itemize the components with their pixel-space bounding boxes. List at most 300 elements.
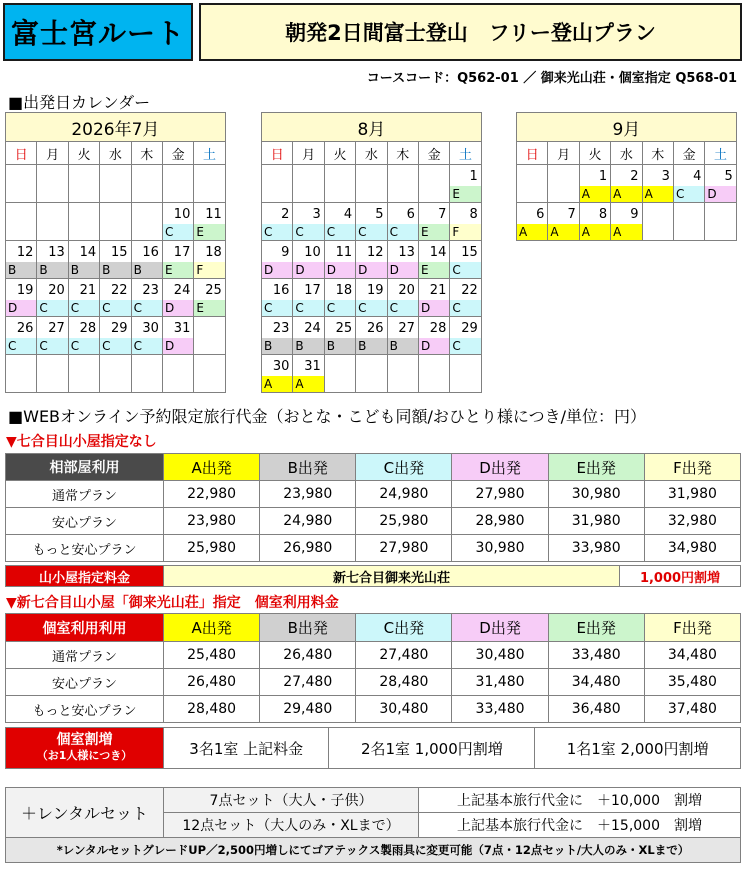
departure-type: D bbox=[293, 262, 323, 278]
day-number: 11 bbox=[205, 207, 222, 222]
departure-type: C bbox=[132, 338, 162, 354]
calendar-day bbox=[262, 355, 293, 393]
price-cell: 35,480 bbox=[644, 669, 740, 696]
col-e: E出発 bbox=[548, 614, 644, 642]
calendar-day bbox=[418, 203, 449, 241]
day-number: 12 bbox=[367, 245, 384, 260]
weekday-label: 土 bbox=[194, 142, 225, 165]
day-number: 18 bbox=[335, 283, 353, 298]
calendar-day bbox=[131, 241, 162, 279]
day-number: 11 bbox=[335, 245, 353, 260]
price-cell: 27,480 bbox=[356, 642, 452, 669]
rental-item-12: 12点セット（大人のみ・XLまで） bbox=[164, 813, 419, 838]
calendar-day bbox=[100, 317, 131, 355]
price-cell: 30,980 bbox=[548, 481, 644, 508]
calendar-day bbox=[387, 203, 418, 241]
price-cell: 33,480 bbox=[452, 696, 548, 723]
day-number: 12 bbox=[16, 245, 34, 260]
rental-note: *レンタルセットグレードUP／2,500円増しにてゴアテックス製雨具に変更可能（7点・12点セット/大人のみ・XLまで） bbox=[6, 838, 741, 863]
price-row bbox=[6, 642, 741, 669]
weekday-label: 月 bbox=[293, 142, 324, 165]
departure-type: D bbox=[262, 262, 292, 278]
calendar-day bbox=[642, 165, 673, 203]
note-no-hut: ▼七合目山小屋指定なし bbox=[6, 434, 157, 450]
calendar-day bbox=[705, 165, 736, 203]
calendar-day bbox=[37, 241, 68, 279]
calendar-day bbox=[262, 203, 293, 241]
day-number: 24 bbox=[173, 283, 191, 298]
day-number: 23 bbox=[142, 283, 159, 298]
price-cell: 22,980 bbox=[164, 481, 260, 508]
departure-type: E bbox=[194, 300, 224, 316]
calendar-day bbox=[162, 279, 193, 317]
weekday-label: 水 bbox=[356, 142, 387, 165]
calendar-day bbox=[194, 241, 225, 279]
departure-type: A bbox=[611, 224, 641, 240]
calendar-day bbox=[68, 317, 99, 355]
col-d: D出発 bbox=[452, 614, 548, 642]
calendar-day bbox=[68, 279, 99, 317]
table2-corner: 個室利用利用 bbox=[6, 614, 164, 642]
calendar-empty-cell bbox=[68, 203, 99, 241]
price-cell: 29,480 bbox=[260, 696, 356, 723]
private-room-label bbox=[6, 728, 164, 769]
day-number: 5 bbox=[375, 207, 384, 222]
calendar-empty-cell bbox=[356, 165, 387, 203]
calendar-day bbox=[162, 203, 193, 241]
calendar-day bbox=[37, 317, 68, 355]
calendar-day bbox=[262, 317, 293, 355]
departure-type: C bbox=[69, 300, 99, 316]
calendar-empty-cell bbox=[387, 355, 418, 393]
day-number: 24 bbox=[304, 321, 321, 336]
hut-fee: 1,000円割増 bbox=[620, 566, 741, 587]
day-number: 15 bbox=[111, 245, 128, 260]
weekday-label: 木 bbox=[387, 142, 418, 165]
weekday-label: 水 bbox=[100, 142, 131, 165]
calendar-day bbox=[387, 279, 418, 317]
calendar-day bbox=[517, 203, 548, 241]
price-cell: 27,980 bbox=[356, 535, 452, 562]
day-number: 16 bbox=[142, 245, 159, 260]
day-number: 30 bbox=[142, 321, 159, 336]
day-number: 4 bbox=[343, 207, 353, 222]
calendar-day bbox=[324, 279, 355, 317]
calendar-empty-cell bbox=[100, 355, 131, 393]
day-number: 3 bbox=[661, 169, 670, 184]
departure-type: B bbox=[37, 262, 67, 278]
day-number: 17 bbox=[173, 245, 191, 260]
calendar-day bbox=[194, 203, 225, 241]
weekday-label: 金 bbox=[418, 142, 449, 165]
calendar-empty-cell bbox=[162, 165, 193, 203]
weekday-label: 水 bbox=[611, 142, 642, 165]
departure-type: A bbox=[548, 224, 578, 240]
plan-label: もっと安心プラン bbox=[6, 535, 164, 562]
col-c: C出発 bbox=[356, 454, 452, 481]
calendar-empty-cell bbox=[418, 355, 449, 393]
price-cell: 31,480 bbox=[452, 669, 548, 696]
calendar-empty-cell bbox=[262, 165, 293, 203]
day-number: 20 bbox=[48, 283, 65, 298]
calendar-day bbox=[450, 279, 481, 317]
calendar-day bbox=[100, 241, 131, 279]
calendar-day bbox=[387, 241, 418, 279]
price-cell: 24,980 bbox=[260, 508, 356, 535]
departure-type: C bbox=[325, 224, 355, 240]
calendar-empty-cell bbox=[37, 165, 68, 203]
departure-type: B bbox=[388, 338, 418, 354]
departure-type: E bbox=[450, 186, 480, 202]
day-number: 29 bbox=[461, 321, 478, 336]
weekday-label: 土 bbox=[705, 142, 736, 165]
departure-type: C bbox=[6, 338, 36, 354]
departure-type: F bbox=[450, 224, 480, 240]
calendar-day bbox=[262, 241, 293, 279]
price-cell: 26,480 bbox=[260, 642, 356, 669]
departure-type: C bbox=[262, 300, 292, 316]
weekday-label: 日 bbox=[6, 142, 37, 165]
day-number: 14 bbox=[79, 245, 97, 260]
month-label: 2026年7月 bbox=[6, 113, 226, 142]
price-cell: 25,980 bbox=[164, 535, 260, 562]
calendar-day bbox=[293, 241, 324, 279]
day-number: 28 bbox=[429, 321, 447, 336]
calendar-day bbox=[68, 241, 99, 279]
day-number: 6 bbox=[406, 207, 415, 222]
calendar-day bbox=[418, 279, 449, 317]
calendar-empty-cell bbox=[162, 355, 193, 393]
route-title: 富士宮ルート bbox=[3, 3, 193, 61]
calendar-day bbox=[293, 355, 324, 393]
departure-type: C bbox=[450, 262, 480, 278]
calendar-day bbox=[450, 317, 481, 355]
day-number: 13 bbox=[48, 245, 65, 260]
price-cell: 27,480 bbox=[260, 669, 356, 696]
calendar-empty-cell bbox=[705, 203, 736, 241]
price-cell: 24,980 bbox=[356, 481, 452, 508]
departure-type: B bbox=[325, 338, 355, 354]
day-number: 2 bbox=[281, 207, 290, 222]
departure-type: C bbox=[100, 300, 130, 316]
price-table-private bbox=[5, 613, 741, 723]
departure-type: A bbox=[262, 376, 292, 392]
calendar-day bbox=[450, 203, 481, 241]
price-table-shared bbox=[5, 453, 741, 562]
col-c: C出発 bbox=[356, 614, 452, 642]
day-number: 25 bbox=[205, 283, 222, 298]
departure-type: C bbox=[356, 300, 386, 316]
weekday-label: 土 bbox=[450, 142, 481, 165]
calendar-empty-cell bbox=[356, 355, 387, 393]
calendar-day bbox=[579, 203, 610, 241]
weekday-label: 日 bbox=[517, 142, 548, 165]
col-f: F出発 bbox=[644, 454, 740, 481]
plan-label: もっと安心プラン bbox=[6, 696, 164, 723]
day-number: 19 bbox=[16, 283, 34, 298]
price-cell: 27,980 bbox=[452, 481, 548, 508]
price-cell: 25,480 bbox=[164, 642, 260, 669]
departure-type: D bbox=[163, 300, 193, 316]
col-b: B出発 bbox=[260, 454, 356, 481]
header bbox=[3, 3, 742, 61]
departure-type: B bbox=[69, 262, 99, 278]
calendar-day bbox=[293, 279, 324, 317]
departure-type: A bbox=[517, 224, 547, 240]
calendar-day bbox=[324, 317, 355, 355]
day-number: 20 bbox=[398, 283, 415, 298]
departure-type: D bbox=[419, 338, 449, 354]
price-cell: 28,980 bbox=[452, 508, 548, 535]
day-number: 1 bbox=[598, 169, 608, 184]
price-cell: 30,480 bbox=[452, 642, 548, 669]
price-cell: 31,980 bbox=[548, 508, 644, 535]
day-number: 19 bbox=[367, 283, 384, 298]
calendar-day bbox=[162, 241, 193, 279]
departure-type: D bbox=[356, 262, 386, 278]
price-row bbox=[6, 535, 741, 562]
departure-type: B bbox=[6, 262, 36, 278]
calendar-section-title: ■出発日カレンダー bbox=[8, 93, 151, 112]
col-e: E出発 bbox=[548, 454, 644, 481]
calendar-empty-cell bbox=[450, 355, 481, 393]
plan-label: 通常プラン bbox=[6, 642, 164, 669]
calendar-empty-cell bbox=[517, 165, 548, 203]
day-number: 10 bbox=[304, 245, 321, 260]
price-cell: 23,980 bbox=[260, 481, 356, 508]
departure-type: A bbox=[611, 186, 641, 202]
departure-type: E bbox=[194, 224, 224, 240]
departure-type: F bbox=[194, 262, 224, 278]
price-cell: 37,480 bbox=[644, 696, 740, 723]
price-cell: 25,980 bbox=[356, 508, 452, 535]
departure-type: D bbox=[419, 300, 449, 316]
day-number: 7 bbox=[438, 207, 447, 222]
price-cell: 31,980 bbox=[644, 481, 740, 508]
departure-type: E bbox=[419, 224, 449, 240]
calendar-day bbox=[356, 279, 387, 317]
rental-item-7: 7点セット（大人・子供） bbox=[164, 788, 419, 813]
calendar-month bbox=[261, 112, 482, 393]
calendar-day bbox=[356, 241, 387, 279]
price-cell: 33,480 bbox=[548, 642, 644, 669]
day-number: 31 bbox=[304, 359, 321, 374]
day-number: 29 bbox=[111, 321, 128, 336]
price-cell: 34,480 bbox=[548, 669, 644, 696]
departure-type: D bbox=[388, 262, 418, 278]
price-cell: 34,480 bbox=[644, 642, 740, 669]
weekday-label: 月 bbox=[548, 142, 579, 165]
day-number: 8 bbox=[469, 207, 478, 222]
calendar-day bbox=[418, 317, 449, 355]
calendar-day bbox=[356, 203, 387, 241]
calendar-empty-cell bbox=[194, 165, 225, 203]
calendar-empty-cell bbox=[642, 203, 673, 241]
day-number: 17 bbox=[304, 283, 321, 298]
departure-type: B bbox=[132, 262, 162, 278]
room-option-1: 1名1室 2,000円割増 bbox=[535, 728, 741, 769]
col-a: A出発 bbox=[164, 454, 260, 481]
calendar-day bbox=[293, 317, 324, 355]
calendar-empty-cell bbox=[673, 203, 704, 241]
col-a: A出発 bbox=[164, 614, 260, 642]
departure-type: B bbox=[293, 338, 323, 354]
day-number: 18 bbox=[205, 245, 222, 260]
hut-fee-row bbox=[5, 565, 741, 587]
day-number: 21 bbox=[429, 283, 447, 298]
day-number: 10 bbox=[173, 207, 191, 222]
day-number: 26 bbox=[16, 321, 34, 336]
departure-type: A bbox=[580, 186, 610, 202]
month-label: 8月 bbox=[262, 113, 482, 142]
course-code: コースコード：Q562-01 ／ 御来光山荘・個室指定 Q568-01 bbox=[366, 71, 737, 86]
calendar-day bbox=[6, 317, 37, 355]
calendar-empty-cell bbox=[100, 165, 131, 203]
price-cell: 30,980 bbox=[452, 535, 548, 562]
departure-type: C bbox=[69, 338, 99, 354]
price-row bbox=[6, 481, 741, 508]
calendar-empty-cell bbox=[100, 203, 131, 241]
weekday-label: 月 bbox=[37, 142, 68, 165]
price-row bbox=[6, 696, 741, 723]
calendar-day bbox=[579, 165, 610, 203]
departure-type: C bbox=[450, 338, 480, 354]
price-cell: 28,480 bbox=[356, 669, 452, 696]
departure-type: C bbox=[293, 300, 323, 316]
day-number: 22 bbox=[461, 283, 478, 298]
price-cell: 30,480 bbox=[356, 696, 452, 723]
rental-price-12: 上記基本旅行代金に ＋15,000 割増 bbox=[419, 813, 741, 838]
day-number: 7 bbox=[567, 207, 576, 222]
price-cell: 26,480 bbox=[164, 669, 260, 696]
price-row bbox=[6, 669, 741, 696]
calendar-empty-cell bbox=[293, 165, 324, 203]
departure-type: A bbox=[293, 376, 323, 392]
calendar-empty-cell bbox=[194, 317, 225, 355]
weekday-label: 木 bbox=[642, 142, 673, 165]
weekday-label: 火 bbox=[68, 142, 99, 165]
pricing-section-title: ■WEBオンライン予約限定旅行代金（おとな・こども同額/おひとり様につき/単位：円） bbox=[8, 407, 647, 426]
price-cell: 23,980 bbox=[164, 508, 260, 535]
weekday-label: 木 bbox=[131, 142, 162, 165]
weekday-label: 日 bbox=[262, 142, 293, 165]
calendar-empty-cell bbox=[6, 355, 37, 393]
calendar-empty-cell bbox=[131, 203, 162, 241]
departure-type: C bbox=[163, 224, 193, 240]
day-number: 9 bbox=[281, 245, 290, 260]
calendar-day bbox=[6, 241, 37, 279]
departure-type: D bbox=[325, 262, 355, 278]
private-room-sub: （お1人様につき） bbox=[36, 749, 133, 762]
calendar-day bbox=[131, 317, 162, 355]
calendar-day bbox=[324, 241, 355, 279]
price-row bbox=[6, 508, 741, 535]
departure-type: D bbox=[705, 186, 735, 202]
day-number: 4 bbox=[693, 169, 702, 184]
table1-corner: 相部屋利用 bbox=[6, 454, 164, 481]
price-cell: 34,980 bbox=[644, 535, 740, 562]
day-number: 23 bbox=[272, 321, 290, 336]
day-number: 3 bbox=[312, 207, 321, 222]
plan-label: 安心プラン bbox=[6, 508, 164, 535]
departure-type: D bbox=[6, 300, 36, 316]
day-number: 13 bbox=[398, 245, 415, 260]
col-b: B出発 bbox=[260, 614, 356, 642]
calendar-day bbox=[356, 317, 387, 355]
calendar-day bbox=[293, 203, 324, 241]
calendar-day bbox=[37, 279, 68, 317]
departure-type: C bbox=[356, 224, 386, 240]
month-label: 9月 bbox=[517, 113, 737, 142]
departure-type: B bbox=[262, 338, 292, 354]
calendar-day bbox=[611, 165, 642, 203]
calendar-empty-cell bbox=[387, 165, 418, 203]
calendar-day bbox=[131, 279, 162, 317]
calendar-month bbox=[5, 112, 226, 393]
day-number: 31 bbox=[173, 321, 191, 336]
price-cell: 26,980 bbox=[260, 535, 356, 562]
hut-fee-label: 山小屋指定料金 bbox=[6, 566, 164, 587]
departure-type: C bbox=[262, 224, 292, 240]
calendar-day bbox=[611, 203, 642, 241]
calendar-empty-cell bbox=[68, 165, 99, 203]
calendar-day bbox=[100, 279, 131, 317]
day-number: 15 bbox=[461, 245, 478, 260]
calendar-empty-cell bbox=[6, 203, 37, 241]
calendar-empty-cell bbox=[68, 355, 99, 393]
calendar-empty-cell bbox=[324, 355, 355, 393]
day-number: 22 bbox=[111, 283, 128, 298]
col-d: D出発 bbox=[452, 454, 548, 481]
departure-type: A bbox=[580, 224, 610, 240]
rental-label: ＋レンタルセット bbox=[6, 788, 164, 838]
plan-title: 朝発2日間富士登山 フリー登山プラン bbox=[199, 3, 742, 61]
day-number: 26 bbox=[367, 321, 384, 336]
price-cell: 33,980 bbox=[548, 535, 644, 562]
calendar-day bbox=[450, 165, 481, 203]
price-cell: 36,480 bbox=[548, 696, 644, 723]
calendar-empty-cell bbox=[6, 165, 37, 203]
day-number: 6 bbox=[536, 207, 545, 222]
calendar-month bbox=[516, 112, 737, 241]
day-number: 5 bbox=[724, 169, 733, 184]
departure-type: D bbox=[163, 338, 193, 354]
day-number: 21 bbox=[79, 283, 97, 298]
calendar-empty-cell bbox=[131, 355, 162, 393]
day-number: 28 bbox=[79, 321, 97, 336]
departure-type: C bbox=[325, 300, 355, 316]
calendar-day bbox=[262, 279, 293, 317]
calendar-day bbox=[673, 165, 704, 203]
departure-type: B bbox=[356, 338, 386, 354]
price-cell: 28,480 bbox=[164, 696, 260, 723]
departure-type: E bbox=[419, 262, 449, 278]
day-number: 27 bbox=[398, 321, 415, 336]
day-number: 8 bbox=[598, 207, 608, 222]
plan-label: 通常プラン bbox=[6, 481, 164, 508]
departure-type: C bbox=[293, 224, 323, 240]
day-number: 30 bbox=[272, 359, 290, 374]
day-number: 1 bbox=[469, 169, 478, 184]
calendar-empty-cell bbox=[37, 355, 68, 393]
departure-type: C bbox=[388, 224, 418, 240]
calendar-empty-cell bbox=[194, 355, 225, 393]
day-number: 27 bbox=[48, 321, 65, 336]
rental-price-7: 上記基本旅行代金に ＋10,000 割増 bbox=[419, 788, 741, 813]
note-private-room: ▼新七合目山小屋「御来光山荘」指定 個室利用料金 bbox=[6, 595, 339, 611]
calendar-day bbox=[324, 203, 355, 241]
day-number: 9 bbox=[630, 207, 639, 222]
